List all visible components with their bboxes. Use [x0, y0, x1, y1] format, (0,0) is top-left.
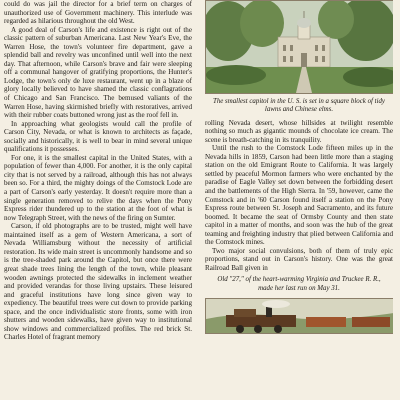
- body-paragraph: In approaching what geologists would call the profile of Carson City, Nevada, or what is known to architects as façade, socially and historically, it is well to bear in mind several unique qualifications it possesses.: [4, 119, 192, 154]
- photo-caption: The smallest capitol in the U. S. is set in a square block of tidy lawns and Chinese elms.: [213, 98, 385, 114]
- body-paragraph: Until the rush to the Comstock Lode fifteen miles up in the Nevada hills in 1859, Carson had been little more than a staging station on the old Emigrant Route to California. It was largely settled by peaceful Mormon farmers who were enchanted by the paradise of Eagle Valley set down between the forbidding desert and the battlements of the High Sierra. In '59, however, came the Comstock and in '60 Carson found itself a station on the Pony Express route between St. Joseph and Sacramento, and its future boomed. It became the seat of Ormsby County and then state capitol in a matter of months, and soon was the hub of the great teaming and freighting industry that plied between California and the Comstock mines.: [205, 144, 393, 247]
- body-paragraph: For one, it is the smallest capital in the United States, with a population of fewer than 4,000. For another, it is the only capital city that is not served by a railroad, although this has not always been so. For a third, the mighty doings of the Comstock Lode are a part of Carson's early yesterday. It doesn't require more than a single generation removed to relive the days when the Pony Express rider thundered up to the station at the foot of what is now Telegraph Street, with the news of the firing on Sumter.: [4, 153, 192, 222]
- body-paragraph: Two major social convulsions, both of them of truly epic proportions, stand out in Carson's history. One was the great Railroad Ball given in: [205, 246, 393, 272]
- body-paragraph: could do was jail the director for a brief term on charges of unauthorized use of Government machinery. This interlude was regarded as hilarious throughout the old West.: [4, 0, 192, 26]
- capitol-photo: [205, 0, 393, 94]
- locomotive-painting: [205, 298, 393, 334]
- right-text-column: [205, 0, 393, 400]
- body-paragraph: Carson, if old photographs are to be trusted, might well have maintained itself as a gem of Western Americana, a sort of Nevada Williamsburg without the necessity of artificial restoration. Its wide main street is uncommonly handsome and so is the tree-shaded park around the Capitol, but once there were great shade trees lining the length of the town, while pleasant wooden awnings protected the sidewalks in inclement weather and provided verandas for those living upstairs. These leisured and graceful institutions have long since given way to expediency. The beautiful trees were cut down to provide parking space, and the once individualistic store fronts, some with iron shutters and wooden sidewalks, have given way to institutional show windows and commercialized profiles. The red brick St. Charles Hotel of fragrant memory: [4, 222, 192, 342]
- body-paragraph: A good deal of Carson's life and existence is right out of the classic pattern of suburban Americana. Last New Year's Eve, the Warren Hose, the town's volunteer fire department, gave a splendid ball and revelry was unconfined until well into the next day. That afternoon, while Carson's brave and fair were sleeping off a communal hangover of gratifying proportions, the Hunter's Lodge, the town's only de luxe restaurant, went up in a blaze of glory locally believed to have shamed the classic conflagrations of Chicago and San Francisco. The bemused valiants of the Warren Hose, having skirmished briefly with restoratives, arrived with their rubber coats buttoned wrong just as the roof fell in.: [4, 25, 192, 120]
- locomotive-caption: Old "27," of the heart-warming Virginia and Truckee R. R., made her last run on May 31.: [217, 276, 381, 292]
- body-paragraph: rolling Nevada desert, whose hillsides at twilight resemble nothing so much as gigantic mounds of chocolate ice cream. The scene is breath-catching in its tranquility.: [205, 118, 393, 144]
- left-text-column: [4, 0, 192, 400]
